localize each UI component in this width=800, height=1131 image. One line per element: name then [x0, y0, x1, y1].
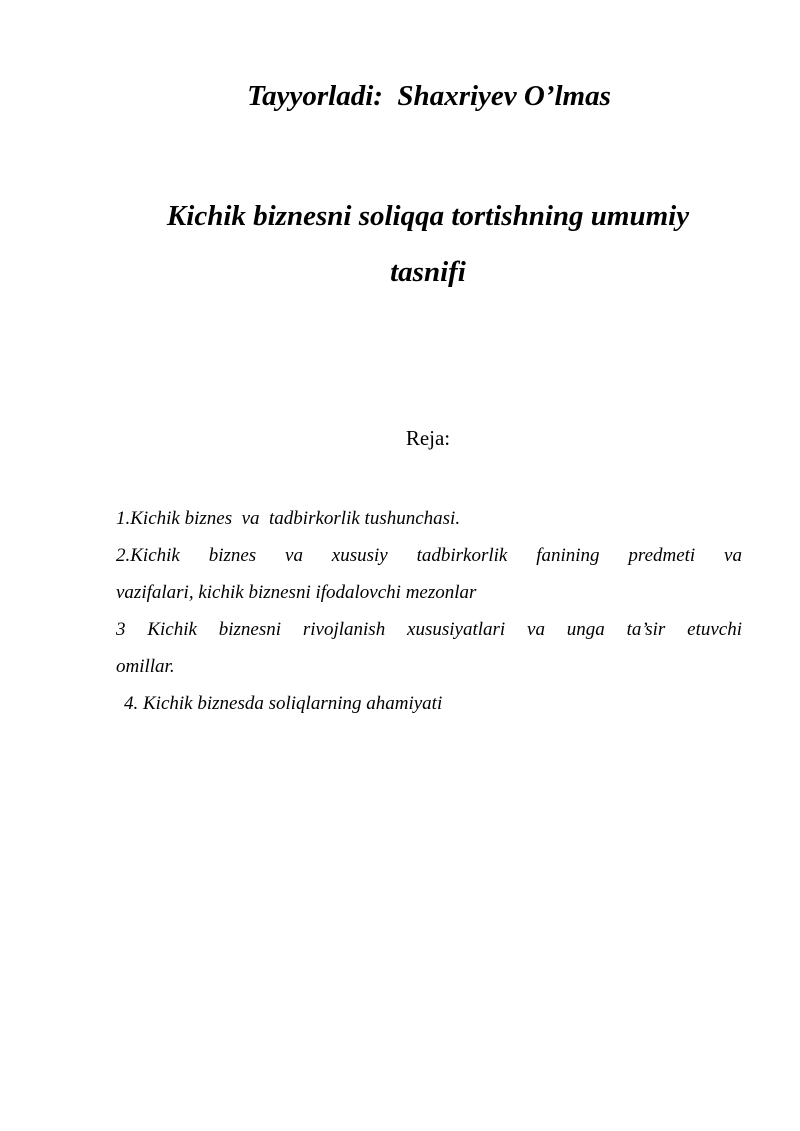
plan-item-1-line-1: 1.Kichik biznes va tadbirkorlik tushunchasi.: [116, 508, 461, 529]
plan-item-4: [116, 685, 742, 722]
plan-item-2-line-1: 2.Kichik biznes va xususiy tadbirkorlik fanining predmeti va: [116, 545, 742, 566]
document-title: [110, 188, 746, 300]
document-title-line-2: tasnifi: [390, 256, 466, 288]
document-title-line-1: Kichik biznesni soliqqa tortishning umumiy: [166, 200, 690, 232]
plan-item-2-line-2: vazifalari, kichik biznesni ifodalovchi mezonlar: [116, 582, 477, 603]
plan-item-3: [116, 611, 742, 685]
plan-item-3-line-1: 3 Kichik biznesni rivojlanish xususiyatlari va unga ta’sir etuvchi: [116, 619, 742, 640]
plan-list: [116, 500, 742, 722]
plan-item-4-line-1: 4. Kichik biznesda soliqlarning ahamiyati: [124, 693, 443, 714]
plan-item-3-line-2: omillar.: [116, 656, 175, 677]
plan-heading: Reja:: [405, 426, 451, 450]
plan-item-1: [116, 500, 742, 537]
plan-item-2: [116, 537, 742, 611]
author-line: Tayyorladi: Shaxriyev O’lmas: [247, 80, 611, 112]
